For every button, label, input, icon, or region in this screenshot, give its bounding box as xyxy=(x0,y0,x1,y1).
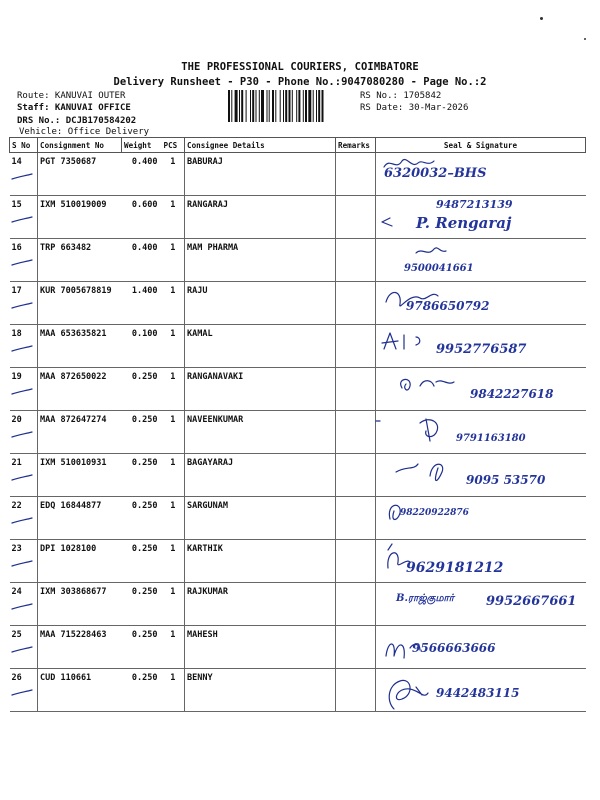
row-pcs: 1 xyxy=(162,540,185,583)
row-consignee: MAM PHARMA xyxy=(185,239,336,282)
rs-date: RS Date: 30-Mar-2026 xyxy=(360,103,469,113)
row-weight: 0.250 xyxy=(122,583,162,626)
row-signature xyxy=(376,196,586,239)
table-row xyxy=(10,368,586,411)
staff-label: Staff: KANUVAI OFFICE xyxy=(17,103,131,113)
table-row xyxy=(10,540,586,583)
row-sno: 17 xyxy=(10,282,38,325)
row-signature xyxy=(376,153,586,196)
signature-handwriting: P. Rengaraj xyxy=(416,214,512,232)
row-pcs: 1 xyxy=(162,583,185,626)
col-header-sno: S No xyxy=(10,138,38,153)
row-signature xyxy=(376,626,586,669)
row-remarks xyxy=(336,153,376,196)
row-sno: 23 xyxy=(10,540,38,583)
tick-stroke xyxy=(12,260,32,265)
col-header-weight: Weight xyxy=(122,138,162,153)
signature-scribble xyxy=(382,218,392,226)
row-pcs: 1 xyxy=(162,153,185,196)
tick-mark xyxy=(10,259,34,267)
row-consignee: SARGUNAM xyxy=(185,497,336,540)
table-row xyxy=(10,583,586,626)
row-pcs: 1 xyxy=(162,196,185,239)
row-consignment: IXM 303868677 xyxy=(38,583,122,626)
tick-stroke xyxy=(12,303,32,308)
signature-scribble xyxy=(389,680,428,709)
row-consignment: KUR 7005678819 xyxy=(38,282,122,325)
barcode-bar xyxy=(322,90,324,122)
row-consignee: BABURAJ xyxy=(185,153,336,196)
barcode-bar xyxy=(228,90,230,122)
table-row xyxy=(10,325,586,368)
signature-drawing xyxy=(376,368,586,410)
barcode-bar xyxy=(296,90,297,122)
signature-drawing xyxy=(376,626,586,668)
signature-handwriting: 9786650792 xyxy=(406,299,490,313)
signature-handwriting: 9500041661 xyxy=(404,263,474,274)
row-sno: 14 xyxy=(10,153,38,196)
tick-mark xyxy=(10,689,34,697)
barcode-bar xyxy=(275,90,276,122)
barcode xyxy=(228,90,355,122)
row-weight: 0.100 xyxy=(122,325,162,368)
row-weight: 0.250 xyxy=(122,497,162,540)
row-remarks xyxy=(336,669,376,712)
row-weight: 0.600 xyxy=(122,196,162,239)
route-label: Route: KANUVAI OUTER xyxy=(17,91,126,101)
row-sno: 19 xyxy=(10,368,38,411)
row-signature xyxy=(376,583,586,626)
table-row xyxy=(10,239,586,282)
row-pcs: 1 xyxy=(162,497,185,540)
signature-drawing xyxy=(376,497,586,539)
col-header-signature: Seal & Signature xyxy=(376,138,586,153)
barcode-bar xyxy=(267,90,268,122)
barcode-bar xyxy=(318,90,320,122)
table-row xyxy=(10,153,586,196)
row-remarks xyxy=(336,239,376,282)
row-signature xyxy=(376,282,586,325)
row-remarks xyxy=(336,368,376,411)
tick-stroke xyxy=(12,217,32,222)
row-consignment: IXM 510010931 xyxy=(38,454,122,497)
signature-drawing xyxy=(376,454,586,496)
barcode-bar xyxy=(285,90,287,122)
row-consignment: MAA 715228463 xyxy=(38,626,122,669)
barcode-bar xyxy=(259,90,260,122)
tick-stroke xyxy=(12,647,32,652)
signature-scribble xyxy=(396,464,443,481)
barcode-bar xyxy=(303,90,304,122)
tick-mark xyxy=(10,173,34,181)
row-pcs: 1 xyxy=(162,626,185,669)
barcode-bar xyxy=(308,90,311,122)
row-weight: 0.250 xyxy=(122,540,162,583)
scan-speck xyxy=(584,38,586,40)
row-consignment: EDQ 16844877 xyxy=(38,497,122,540)
row-signature xyxy=(376,325,586,368)
signature-handwriting: 9842227618 xyxy=(470,387,554,401)
tick-mark xyxy=(10,603,34,611)
row-signature xyxy=(376,669,586,712)
row-consignee: KARTHIK xyxy=(185,540,336,583)
row-remarks xyxy=(336,282,376,325)
row-signature xyxy=(376,540,586,583)
row-consignment: MAA 653635821 xyxy=(38,325,122,368)
barcode-bar xyxy=(250,90,251,122)
row-remarks xyxy=(336,626,376,669)
row-remarks xyxy=(336,454,376,497)
row-consignment: MAA 872650022 xyxy=(38,368,122,411)
row-sno: 22 xyxy=(10,497,38,540)
barcode-bar xyxy=(246,90,247,122)
signature-scribble xyxy=(382,333,420,349)
tick-stroke xyxy=(12,389,32,394)
row-remarks xyxy=(336,497,376,540)
tick-mark xyxy=(10,560,34,568)
signature-handwriting: B.ராஜ்குமார் xyxy=(396,593,454,604)
tick-mark xyxy=(10,431,34,439)
signature-handwriting: 9952776587 xyxy=(436,342,527,357)
signature-handwriting: 9791163180 xyxy=(456,433,526,444)
table-row xyxy=(10,669,586,712)
signature-handwriting: 9487213139 xyxy=(436,198,513,211)
barcode-bar xyxy=(298,90,300,122)
row-remarks xyxy=(336,325,376,368)
row-pcs: 1 xyxy=(162,368,185,411)
row-consignment: DPI 1028100 xyxy=(38,540,122,583)
row-consignment: CUD 110661 xyxy=(38,669,122,712)
barcode-bar xyxy=(280,90,281,122)
row-signature xyxy=(376,239,586,282)
col-header-pcs: PCS xyxy=(162,138,185,153)
row-pcs: 1 xyxy=(162,282,185,325)
signature-drawing xyxy=(376,325,586,367)
row-pcs: 1 xyxy=(162,669,185,712)
barcode-bar xyxy=(283,90,284,122)
signature-handwriting: 9095 53570 xyxy=(466,473,546,487)
signature-handwriting: 9566663666 xyxy=(412,641,496,655)
row-sno: 25 xyxy=(10,626,38,669)
tick-stroke xyxy=(12,432,32,437)
row-signature xyxy=(376,497,586,540)
tick-mark xyxy=(10,216,34,224)
row-consignee: BENNY xyxy=(185,669,336,712)
barcode-bar xyxy=(269,90,270,122)
col-header-consignee: Consignee Details xyxy=(185,138,336,153)
row-remarks xyxy=(336,196,376,239)
signature-drawing xyxy=(376,411,586,453)
signature-scribble xyxy=(416,248,446,253)
row-remarks xyxy=(336,583,376,626)
row-weight: 0.250 xyxy=(122,626,162,669)
row-pcs: 1 xyxy=(162,454,185,497)
vehicle-label: Vehicle: Office Delivery xyxy=(19,127,150,137)
tick-stroke xyxy=(12,604,32,609)
barcode-bar xyxy=(241,90,243,122)
row-sno: 15 xyxy=(10,196,38,239)
row-sno: 18 xyxy=(10,325,38,368)
row-remarks xyxy=(336,540,376,583)
rs-number: RS No.: 1705842 xyxy=(360,91,442,101)
table-header-row xyxy=(10,138,586,153)
col-header-consignment: Consignment No xyxy=(38,138,122,153)
row-consignment: IXM 510019009 xyxy=(38,196,122,239)
row-pcs: 1 xyxy=(162,239,185,282)
barcode-bar xyxy=(313,90,314,122)
row-consignee: RANGANAVAKI xyxy=(185,368,336,411)
row-weight: 0.250 xyxy=(122,669,162,712)
tick-stroke xyxy=(12,174,32,179)
row-consignment: PGT 7350687 xyxy=(38,153,122,196)
barcode-bar xyxy=(316,90,317,122)
row-remarks xyxy=(336,411,376,454)
row-weight: 1.400 xyxy=(122,282,162,325)
row-consignee: NAVEENKUMAR xyxy=(185,411,336,454)
barcode-bar xyxy=(289,90,291,122)
signature-drawing xyxy=(376,669,586,711)
row-sno: 20 xyxy=(10,411,38,454)
barcode-bar xyxy=(292,90,293,122)
tick-mark xyxy=(10,302,34,310)
tick-mark xyxy=(10,646,34,654)
signature-handwriting: 98220922876 xyxy=(400,508,469,518)
barcode-bar xyxy=(235,90,238,122)
tick-mark xyxy=(10,345,34,353)
row-pcs: 1 xyxy=(162,411,185,454)
table-row xyxy=(10,454,586,497)
runsheet-subtitle: Delivery Runsheet - P30 - Phone No.:9047080280 - Page No.:2 xyxy=(113,76,487,88)
signature-scribble xyxy=(389,505,400,519)
row-pcs: 1 xyxy=(162,325,185,368)
row-weight: 0.250 xyxy=(122,454,162,497)
row-sno: 21 xyxy=(10,454,38,497)
table-row xyxy=(10,626,586,669)
tick-stroke xyxy=(12,475,32,480)
row-consignee: RAJU xyxy=(185,282,336,325)
row-weight: 0.250 xyxy=(122,411,162,454)
row-weight: 0.400 xyxy=(122,153,162,196)
signature-drawing xyxy=(376,583,586,625)
barcode-bar xyxy=(256,90,257,122)
runsheet-table xyxy=(9,137,586,712)
table-row xyxy=(10,196,586,239)
row-signature xyxy=(376,454,586,497)
row-signature xyxy=(376,411,586,454)
row-consignee: RAJKUMAR xyxy=(185,583,336,626)
barcode-bar xyxy=(261,90,264,122)
barcode-bar xyxy=(305,90,307,122)
table-row xyxy=(10,497,586,540)
signature-drawing xyxy=(376,540,586,582)
row-consignment: MAA 872647274 xyxy=(38,411,122,454)
row-sno: 24 xyxy=(10,583,38,626)
row-consignee: BAGAYARAJ xyxy=(185,454,336,497)
tick-mark xyxy=(10,474,34,482)
signature-scribble xyxy=(401,379,454,390)
row-consignee: MAHESH xyxy=(185,626,336,669)
signature-handwriting: 9952667661 xyxy=(486,594,577,609)
row-weight: 0.400 xyxy=(122,239,162,282)
row-consignee: KAMAL xyxy=(185,325,336,368)
signature-drawing xyxy=(376,239,586,281)
tick-stroke xyxy=(12,561,32,566)
table-row xyxy=(10,411,586,454)
row-weight: 0.250 xyxy=(122,368,162,411)
signature-handwriting: 9442483115 xyxy=(436,686,520,700)
scan-speck xyxy=(540,17,543,20)
tick-stroke xyxy=(12,690,32,695)
drs-label: DRS No.: DCJB170584202 xyxy=(17,116,137,126)
table-row xyxy=(10,282,586,325)
row-signature xyxy=(376,368,586,411)
row-consignee: RANGARAJ xyxy=(185,196,336,239)
row-sno: 16 xyxy=(10,239,38,282)
col-header-remarks: Remarks xyxy=(336,138,376,153)
barcode-bar xyxy=(272,90,274,122)
tick-stroke xyxy=(12,346,32,351)
signature-drawing xyxy=(376,153,586,195)
barcode-bar xyxy=(252,90,254,122)
row-consignment: TRP 663482 xyxy=(38,239,122,282)
barcode-bar xyxy=(231,90,232,122)
tick-mark xyxy=(10,517,34,525)
signature-handwriting: 6320032–BHS xyxy=(384,166,487,181)
signature-scribble xyxy=(376,419,438,441)
tick-mark xyxy=(10,388,34,396)
row-sno: 26 xyxy=(10,669,38,712)
signature-handwriting: 9629181212 xyxy=(406,560,504,576)
company-title: THE PROFESSIONAL COURIERS, COIMBATORE xyxy=(181,61,419,73)
signature-drawing xyxy=(376,282,586,324)
tick-stroke xyxy=(12,518,32,523)
barcode-bar xyxy=(239,90,240,122)
signature-drawing xyxy=(376,196,586,238)
